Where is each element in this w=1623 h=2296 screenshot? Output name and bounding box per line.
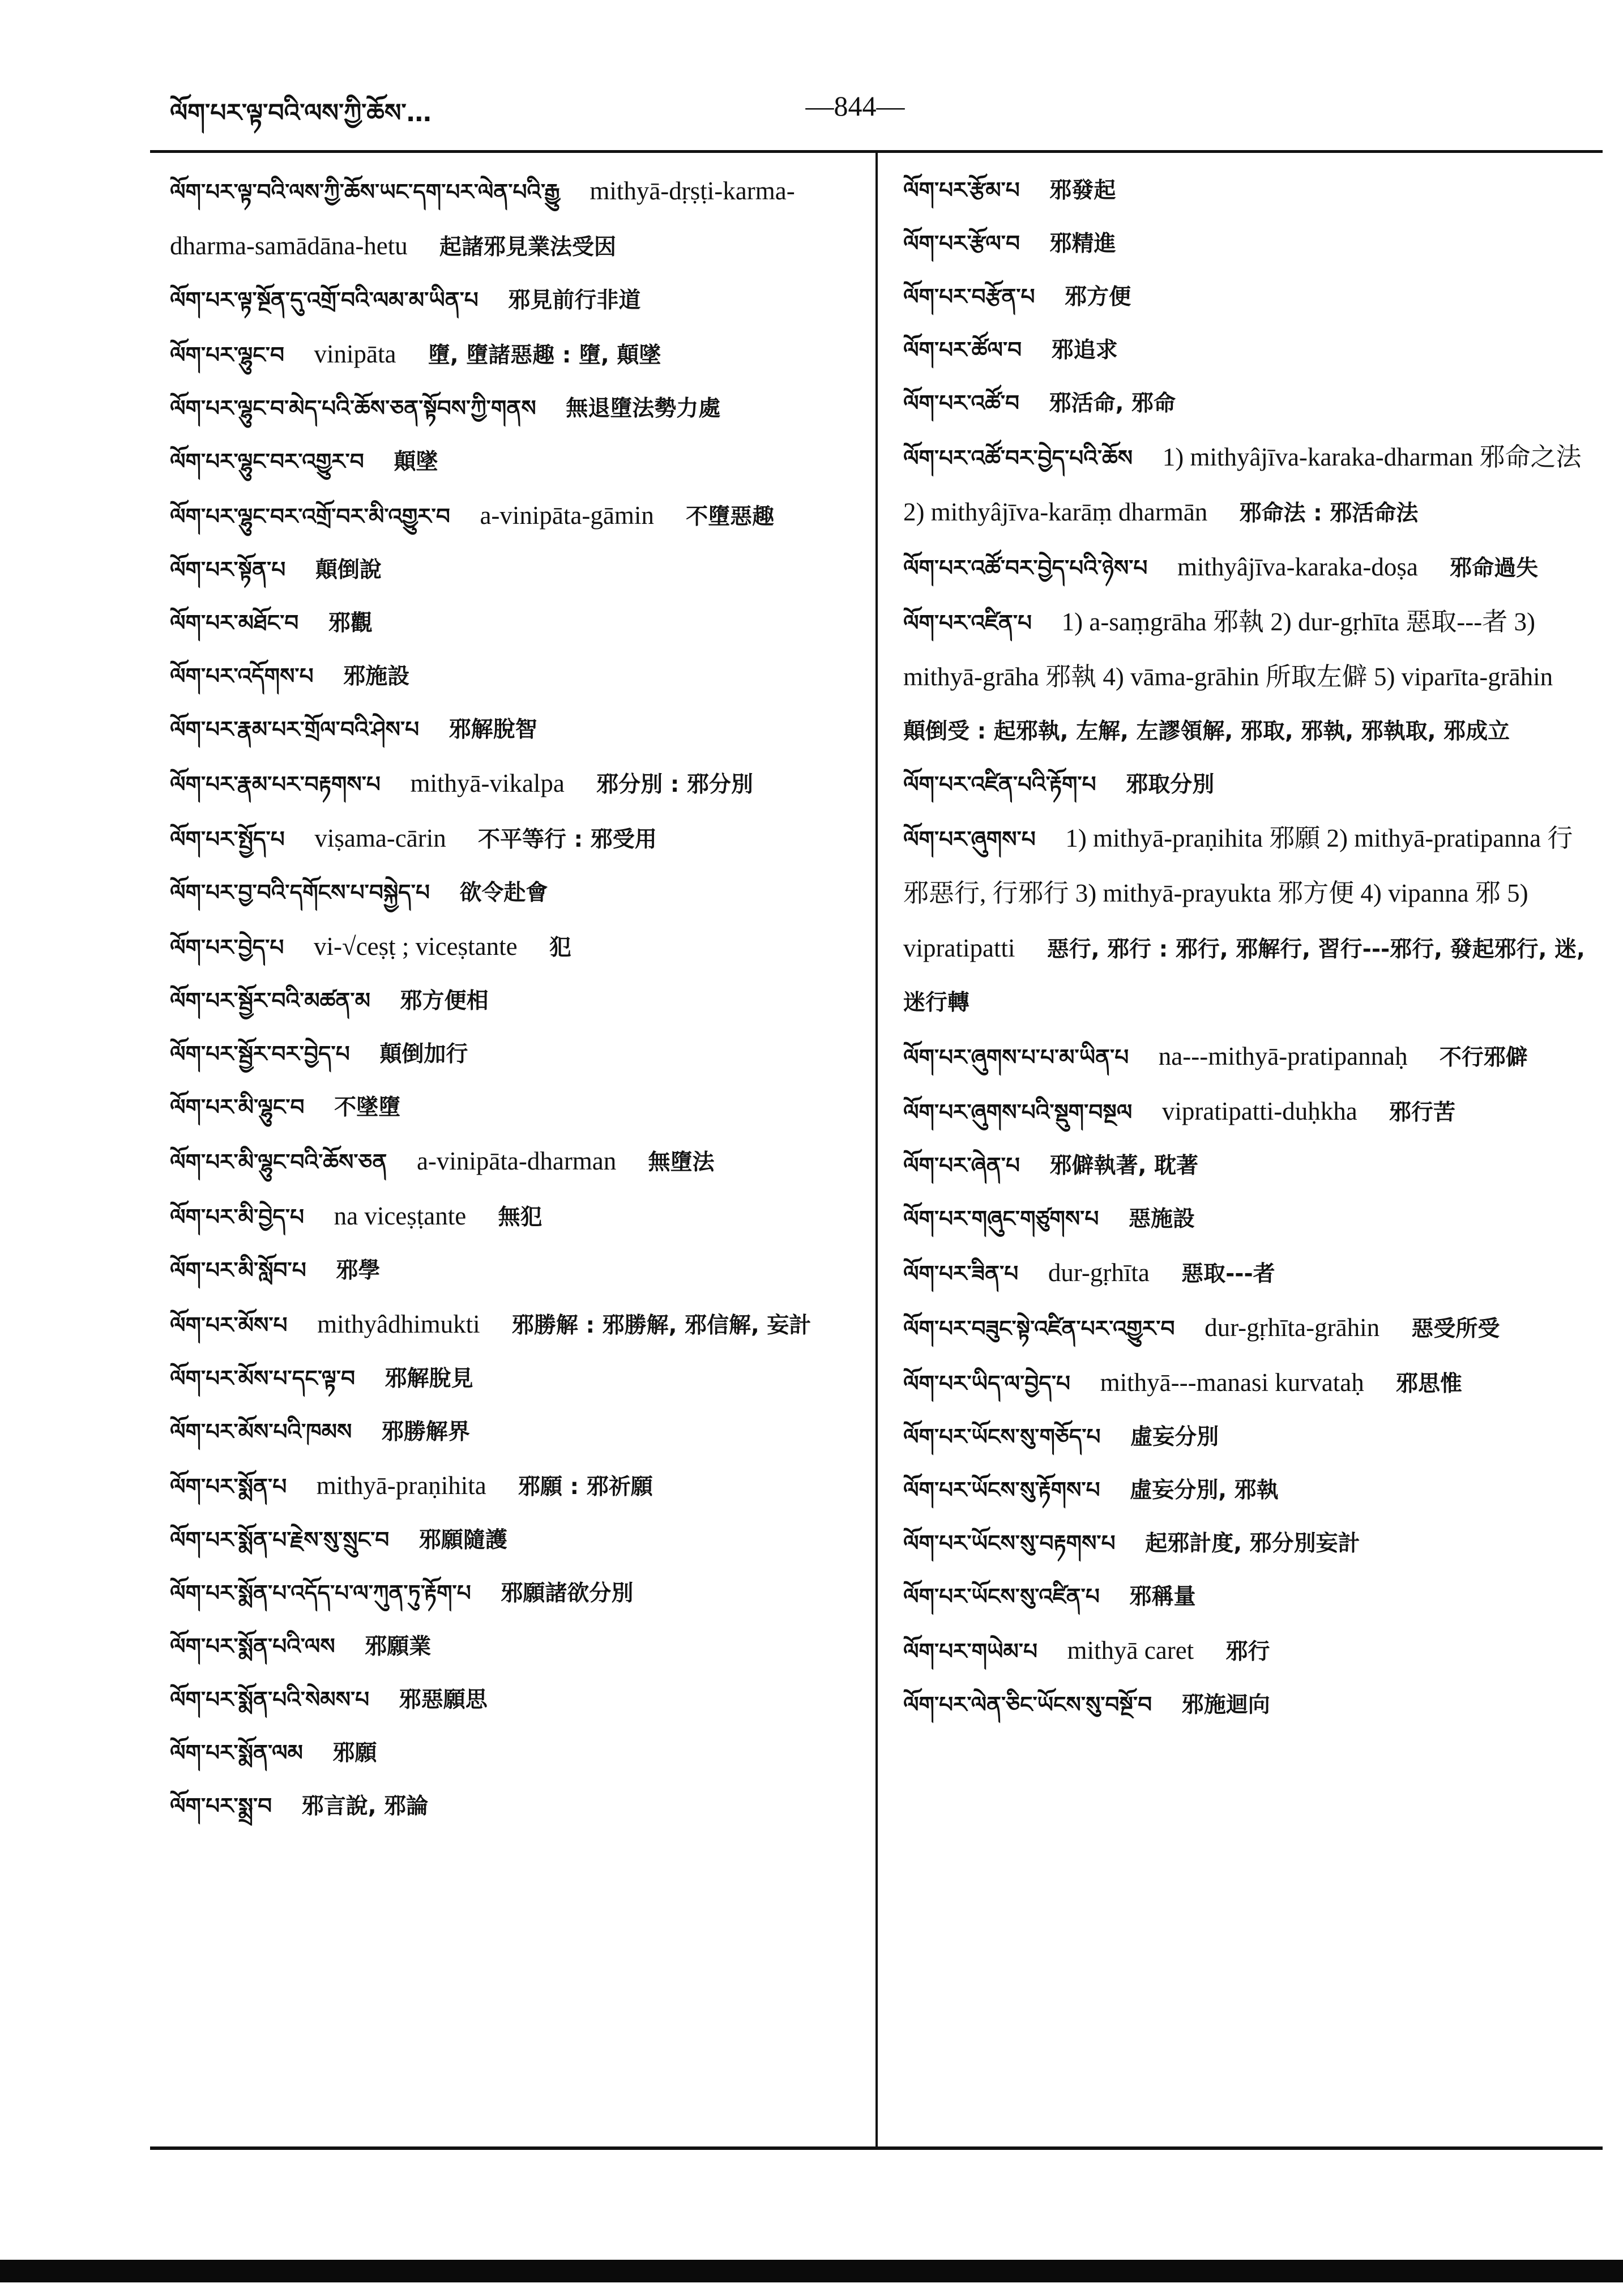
- entry-tibetan: ལོག་པར་སྨོན་པ་འདོད་པ་ལ་ཀུན་ཏུ་རྟོག་པ: [170, 1581, 471, 1606]
- dictionary-entry: [903, 1571, 1594, 1624]
- entry-chinese: 無犯: [498, 1205, 543, 1230]
- entry-chinese: 邪施設: [343, 664, 410, 689]
- entry-chinese: 不墮惡趣: [686, 504, 775, 530]
- entry-tibetan: ལོག་པར་ཡིད་ལ་བྱེད་པ: [903, 1371, 1071, 1397]
- dictionary-entry: [170, 703, 861, 757]
- entry-tibetan: ལོག་པར་འཛིན་པའི་རྟོག་པ: [903, 772, 1096, 797]
- dictionary-entry: [903, 1301, 1594, 1356]
- entry-chinese: 邪思惟: [1395, 1371, 1462, 1397]
- entry-chinese: 犯: [549, 935, 571, 961]
- entry-tibetan: ལོག་པར་ཡོངས་སུ་འཛིན་པ: [903, 1584, 1100, 1610]
- dictionary-entry: [903, 271, 1594, 324]
- entry-tibetan: ལོག་པར་མི་ལྷུང་བའི་ཆོས་ཅན: [170, 1150, 387, 1175]
- scan-edge-band: [0, 2260, 1623, 2282]
- entry-tibetan: ལོག་པར་ཞུགས་པ: [903, 827, 1036, 852]
- entry-tibetan: ལོག་པར་ཞུགས་པ་པ་མ་ཡིན་པ: [903, 1045, 1129, 1070]
- entry-chinese: 邪活命, 邪命: [1049, 391, 1176, 416]
- entry-tibetan: ལོག་པར་ཡོངས་སུ་རྟོགས་པ: [903, 1478, 1100, 1503]
- entry-chinese: 邪行: [1225, 1639, 1270, 1665]
- entry-tibetan: ལོག་པར་སྦྱོར་བའི་མཚན་མ: [170, 988, 370, 1014]
- dictionary-entry: [903, 1464, 1594, 1517]
- entry-tibetan: ལོག་པར་མི་སློབ་པ: [170, 1258, 306, 1283]
- entry-sanskrit: mithyā-vikalpa: [410, 769, 565, 797]
- entry-tibetan: ལོག་པར་བྱེད་པ: [170, 935, 284, 961]
- entry-chinese: 邪言說, 邪論: [301, 1794, 429, 1819]
- entry-sanskrit: a-vinipāta-dharman: [416, 1147, 617, 1175]
- entry-sanskrit: na---mithyā-pratipannaḥ: [1158, 1042, 1408, 1070]
- dictionary-entry: [170, 544, 861, 597]
- entry-chinese: 邪分別 : 邪分別: [596, 772, 753, 797]
- dictionary-entry: [903, 1356, 1594, 1411]
- entry-chinese: 邪勝解界: [381, 1419, 470, 1445]
- dictionary-entry: [170, 382, 861, 436]
- entry-tibetan: ལོག་པར་རྩོམ་པ: [903, 178, 1020, 203]
- entry-tibetan: ལོག་པར་མོས་པའི་ཁམས: [170, 1419, 352, 1445]
- dictionary-entry: [903, 430, 1594, 540]
- dictionary-entry: [170, 1189, 861, 1244]
- dictionary-entry: [903, 1246, 1594, 1301]
- running-head: ལོག་པར་ལྟ་བའི་ལས་ཀྱི་ཆོས་…: [170, 99, 432, 127]
- dictionary-entry: [903, 1517, 1594, 1571]
- dictionary-entry: [170, 1567, 861, 1620]
- entry-tibetan: ལོག་པར་ལེན་ཅིང་ཡོངས་སུ་བསྔོ་བ: [903, 1692, 1152, 1718]
- entry-chinese: 邪命法 : 邪活命法: [1239, 501, 1419, 526]
- entry-sanskrit: mithyā-dṛṣṭi-karma-dharma-samādāna-hetu: [170, 177, 795, 260]
- dictionary-entry: [170, 1620, 861, 1674]
- entry-chinese: 邪方便相: [400, 988, 489, 1014]
- dictionary-entry: [903, 1411, 1594, 1464]
- entry-sanskrit: vi-√ceṣṭ ; viceṣtante: [314, 932, 518, 961]
- entry-tibetan: ལོག་པར་གཡེམ་པ: [903, 1639, 1037, 1665]
- entry-chinese: 邪觀: [328, 611, 373, 636]
- entry-chinese: 邪行苦: [1389, 1100, 1455, 1125]
- dictionary-entry: [170, 975, 861, 1028]
- entry-chinese: 欲令赴會: [459, 880, 548, 906]
- dictionary-entry: [170, 1298, 861, 1352]
- dictionary-entry: [170, 650, 861, 703]
- entry-sanskrit: dur-gṛhīta-grāhin: [1205, 1313, 1380, 1342]
- dictionary-entry: [170, 274, 861, 327]
- dictionary-entry: [170, 920, 861, 975]
- entry-sanskrit: viṣama-cārin: [314, 824, 446, 852]
- entry-chinese: 邪解脫智: [449, 717, 537, 742]
- dictionary-entry: [170, 1514, 861, 1567]
- entry-chinese: 惡行, 邪行 : 邪行, 邪解行, 習行---邪行, 發起邪行, 迷, 迷行轉: [903, 937, 1585, 1015]
- dictionary-entry: [170, 1674, 861, 1727]
- entry-tibetan: ལོག་པར་སྨོན་པའི་ལས: [170, 1634, 335, 1659]
- entry-chinese: 無墮法: [648, 1150, 715, 1175]
- bottom-rule: [150, 2146, 1603, 2150]
- entry-tibetan: ལོག་པར་སྨོན་པའི་སེམས་པ: [170, 1687, 370, 1713]
- dictionary-entry: [170, 1459, 861, 1514]
- entry-chinese: 起邪計度, 邪分別妄計: [1145, 1531, 1360, 1556]
- entry-sanskrit: 1) a-saṃgrāha 邪執 2) dur-gṛhīta 惡取---者 3) mithyā-grāha 邪執 4) vāma-grāhin 所取左僻 5) viparīta-grāhin: [903, 608, 1553, 691]
- dictionary-entry: [903, 1085, 1594, 1140]
- entry-tibetan: ལོག་པར་སྨོན་པ: [170, 1474, 287, 1500]
- entry-tibetan: ལོག་པར་མོས་པ: [170, 1313, 288, 1338]
- entry-chinese: 無退墮法勢力處: [566, 396, 721, 421]
- entry-tibetan: ལོག་པར་ལྟ་བའི་ལས་ཀྱི་ཆོས་ཡང་དག་པར་ལེན་པའི་རྒྱུ: [170, 180, 560, 205]
- dictionary-entry: [170, 327, 861, 382]
- entry-sanskrit: na viceṣṭante: [334, 1202, 467, 1230]
- entry-chinese: 邪學: [336, 1258, 381, 1283]
- dictionary-entry: [903, 812, 1594, 1030]
- dictionary-entry: [170, 1081, 861, 1134]
- entry-tibetan: ལོག་པར་སྦྱོར་བར་བྱེད་པ: [170, 1042, 350, 1067]
- dictionary-entry: [903, 164, 1594, 217]
- entry-chinese: 邪命過失: [1450, 556, 1539, 581]
- entry-chinese: 惡施設: [1128, 1206, 1195, 1232]
- entry-sanskrit: a-vinipāta-gāmin: [480, 501, 654, 530]
- entry-tibetan: ལོག་པར་འཚོ་བར་བྱེད་པའི་ཆོས: [903, 446, 1133, 471]
- dictionary-entry: [170, 867, 861, 920]
- dictionary-entry: [170, 597, 861, 650]
- entry-tibetan: ལོག་པར་ཞེན་པ: [903, 1153, 1020, 1179]
- entry-chinese: 虛妄分別, 邪執: [1130, 1478, 1279, 1503]
- entry-chinese: 邪願 : 邪祈願: [518, 1474, 653, 1500]
- entry-tibetan: ལོག་པར་མོས་པ་དང་ལྟ་བ: [170, 1366, 356, 1392]
- entry-tibetan: ལོག་པར་ལྷུང་བ་མེད་པའི་ཆོས་ཅན་སྟོབས་ཀྱི་གནས: [170, 396, 536, 421]
- dictionary-entry: [903, 1679, 1594, 1732]
- entry-tibetan: ལོག་པར་སྨོན་པ་རྗེས་སུ་སྲུང་བ: [170, 1527, 390, 1553]
- entry-chinese: 顛倒加行: [379, 1042, 468, 1067]
- entry-chinese: 邪願業: [365, 1634, 432, 1659]
- entry-chinese: 邪追求: [1051, 338, 1118, 363]
- entry-tibetan: ལོག་པར་ལྷུང་བར་འགྲོ་བར་མི་འགྱུར་བ: [170, 504, 450, 530]
- dictionary-entry: [903, 377, 1594, 430]
- entry-chinese: 邪取分別: [1126, 772, 1215, 797]
- entry-tibetan: ལོག་པར་སྨྲ་བ: [170, 1794, 272, 1819]
- column-divider: [875, 153, 878, 2146]
- entry-tibetan: ལོག་པར་གཞུང་གཙུགས་པ: [903, 1206, 1099, 1232]
- entry-chinese: 惡取---者: [1181, 1261, 1275, 1287]
- entry-chinese: 邪見前行非道: [508, 288, 641, 313]
- entry-tibetan: ལོག་པར་ཟིན་པ: [903, 1261, 1019, 1287]
- dictionary-entry: [170, 1780, 861, 1833]
- entry-tibetan: ལོག་པར་མི་བྱེད་པ: [170, 1205, 305, 1230]
- entry-tibetan: ལོག་པར་རྣམ་པར་བརྟགས་པ: [170, 772, 381, 797]
- entry-tibetan: ལོག་པར་སྟོན་པ: [170, 557, 286, 583]
- entry-chinese: 顛墜: [394, 449, 438, 475]
- entry-chinese: 邪願隨護: [418, 1527, 507, 1553]
- entry-sanskrit: vinipāta: [314, 340, 396, 368]
- entry-chinese: 不墜墮: [334, 1095, 401, 1120]
- entry-sanskrit: 1) mithyâjīva-karaka-dharman 邪命之法 2) mithyâjīva-karāṃ dharmān: [903, 443, 1582, 526]
- entry-chinese: 邪稱量: [1129, 1584, 1196, 1610]
- entry-sanskrit: 1) mithyā-praṇihita 邪願 2) mithyā-pratipanna 行邪惡行, 行邪行 3) mithyā-prayukta 邪方便 4) vipanna 邪 5) vipratipatti: [903, 824, 1573, 962]
- dictionary-entry: [170, 436, 861, 489]
- entry-chinese: 邪解脫見: [385, 1366, 473, 1392]
- entry-chinese: 邪願諸欲分別: [501, 1581, 634, 1606]
- dictionary-entry: [170, 757, 861, 812]
- entry-chinese: 邪僻執著, 耽著: [1049, 1153, 1198, 1179]
- entry-tibetan: ལོག་པར་འཛིན་པ: [903, 611, 1032, 636]
- entry-tibetan: ལོག་པར་ཡོངས་སུ་བརྟགས་པ: [903, 1531, 1116, 1556]
- entry-chinese: 顛倒說: [315, 557, 382, 583]
- dictionary-entry: [170, 1244, 861, 1298]
- entry-tibetan: ལོག་པར་བཟུང་སྟེ་འཛིན་པར་འགྱུར་བ: [903, 1316, 1175, 1342]
- entry-chinese: 墮, 墮諸惡趣 : 墮, 顛墜: [428, 343, 661, 368]
- dictionary-entry: [170, 1028, 861, 1081]
- entry-chinese: 虛妄分別: [1130, 1424, 1219, 1450]
- entry-tibetan: ལོག་པར་སྨོན་ལམ: [170, 1740, 303, 1766]
- entry-chinese: 惡受所受: [1411, 1316, 1500, 1342]
- entry-tibetan: ལོག་པར་ལྷུང་བ: [170, 343, 284, 368]
- dictionary-entry: [903, 595, 1594, 758]
- entry-tibetan: ལོག་པར་བརྩོན་པ: [903, 284, 1035, 310]
- entry-tibetan: ལོག་པར་ལྷུང་བར་འགྱུར་བ: [170, 449, 364, 475]
- entry-chinese: 不行邪僻: [1439, 1045, 1528, 1070]
- entry-sanskrit: dur-gṛhīta: [1048, 1258, 1150, 1287]
- entry-tibetan: ལོག་པར་འཚོ་བར་བྱེད་པའི་ཉེས་པ: [903, 556, 1148, 581]
- entry-sanskrit: mithyā---manasi kurvataḥ: [1100, 1368, 1364, 1397]
- entry-tibetan: ལོག་པར་འཚོ་བ: [903, 391, 1020, 416]
- entry-chinese: 顛倒受 : 起邪執, 左解, 左謬領解, 邪取, 邪執, 邪執取, 邪成立: [903, 719, 1510, 744]
- page-number: —844—: [805, 90, 905, 122]
- dictionary-entry: [170, 812, 861, 867]
- entry-sanskrit: mithyâdhimukti: [317, 1310, 480, 1338]
- entry-chinese: 邪精進: [1049, 231, 1116, 257]
- entry-tibetan: ལོག་པར་སྤྱོད་པ: [170, 827, 285, 852]
- dictionary-entry: [903, 324, 1594, 377]
- dictionary-entry: [903, 217, 1594, 271]
- dictionary-entry: [170, 1134, 861, 1189]
- dictionary-entry: [903, 1030, 1594, 1085]
- entry-chinese: 邪發起: [1049, 178, 1116, 203]
- entry-sanskrit: mithyā caret: [1067, 1636, 1194, 1665]
- entry-sanskrit: mithyā-praṇihita: [316, 1471, 486, 1500]
- entry-sanskrit: vipratipatti-duḥkha: [1161, 1097, 1357, 1125]
- entry-tibetan: ལོག་པར་འདོགས་པ: [170, 664, 314, 689]
- dictionary-entry: [903, 1624, 1594, 1679]
- entry-tibetan: ལོག་པར་ལྟ་སྔོན་དུ་འགྲོ་བའི་ལམ་མ་ཡིན་པ: [170, 288, 479, 313]
- entry-tibetan: ལོག་པར་མཐོང་བ: [170, 611, 299, 636]
- dictionary-entry: [903, 758, 1594, 812]
- right-column: [903, 164, 1594, 1732]
- entry-tibetan: ལོག་པར་ཞུགས་པའི་སྡུག་བསྔལ: [903, 1100, 1133, 1125]
- entry-tibetan: ལོག་པར་ཚོལ་བ: [903, 338, 1022, 363]
- entry-tibetan: ལོག་པར་བྱ་བའི་དགོངས་པ་བསྐྱེད་པ: [170, 880, 430, 906]
- entry-chinese: 邪方便: [1065, 284, 1131, 310]
- entry-chinese: 起諸邪見業法受因: [439, 234, 617, 260]
- dictionary-entry: [170, 489, 861, 544]
- entry-tibetan: ལོག་པར་ཡོངས་སུ་གཅོད་པ: [903, 1424, 1101, 1450]
- dictionary-entry: [170, 1352, 861, 1406]
- entry-chinese: 不平等行 : 邪受用: [477, 827, 657, 852]
- dictionary-entry: [170, 1406, 861, 1459]
- dictionary-entry: [170, 164, 861, 274]
- left-column: [170, 164, 861, 1833]
- entry-chinese: 邪願: [332, 1740, 377, 1766]
- entry-chinese: 邪勝解 : 邪勝解, 邪信解, 妄計: [511, 1313, 812, 1338]
- entry-sanskrit: mithyâjīva-karaka-doṣa: [1177, 553, 1418, 581]
- entry-tibetan: ལོག་པར་རྩོལ་བ: [903, 231, 1020, 257]
- dictionary-entry: [170, 1727, 861, 1780]
- dictionary-entry: [903, 1140, 1594, 1193]
- entry-chinese: 邪惡願思: [399, 1687, 488, 1713]
- entry-tibetan: ལོག་པར་རྣམ་པར་གྲོལ་བའི་ཤེས་པ: [170, 717, 420, 742]
- entry-chinese: 邪施迴向: [1181, 1692, 1270, 1718]
- dictionary-entry: [903, 540, 1594, 595]
- entry-tibetan: ལོག་པར་མི་ལྷུང་བ: [170, 1095, 305, 1120]
- dictionary-entry: [903, 1193, 1594, 1246]
